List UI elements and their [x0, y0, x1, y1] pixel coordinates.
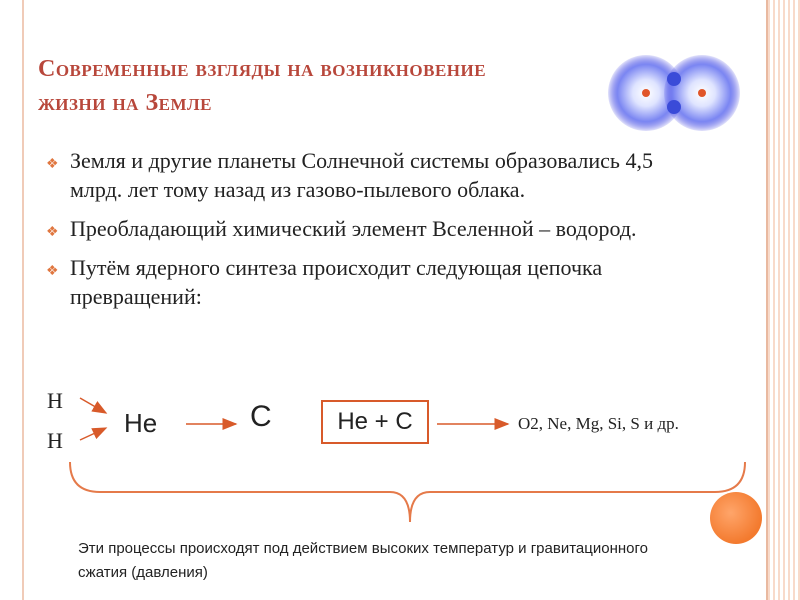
- helium-carbon-box: He + C: [321, 400, 429, 444]
- bullet-text: Путём ядерного синтеза происходит следующая цепочка превращений:: [70, 255, 603, 309]
- bullet-text: Преобладающий химический элемент Вселенной – водород.: [70, 216, 637, 241]
- ornament-bullet-icon: ❖: [46, 157, 59, 172]
- arrow-h1-to-he: [80, 398, 106, 413]
- hydrogen-symbol-1: H: [47, 388, 63, 413]
- curly-brace: [70, 462, 745, 522]
- slide-title-line-2: жизни на Земле: [38, 90, 213, 116]
- footnote: Эти процессы происходят под действием высоких температур и гравитационного сжатия (давления): [78, 540, 648, 581]
- ornament-bullet-icon: ❖: [46, 264, 59, 279]
- bullet-text: Земля и другие планеты Солнечной системы образовались 4,5 млрд. лет тому назад из газово-пылевого облака.: [70, 148, 653, 202]
- products-text: O2, Ne, Mg, Si, S и др.: [518, 414, 679, 433]
- decorative-orange-circle: [710, 492, 762, 544]
- carbon-symbol: C: [250, 400, 272, 433]
- slide-title-line-1: Современные взгляды на возникновение: [38, 56, 487, 82]
- helium-symbol: He: [124, 408, 158, 438]
- hydrogen-symbol-2: H: [47, 428, 63, 453]
- arrow-h2-to-he: [80, 428, 106, 440]
- ornament-bullet-icon: ❖: [46, 225, 59, 240]
